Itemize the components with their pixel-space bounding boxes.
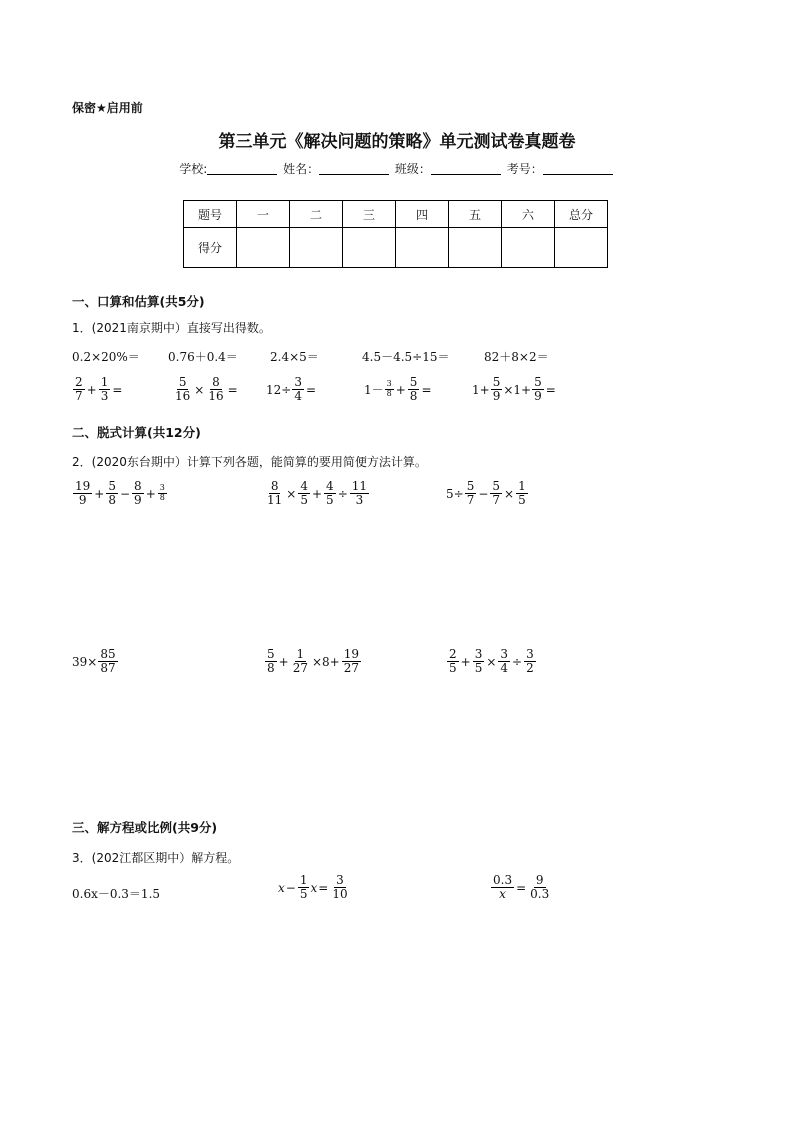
q2-expr-3: 5÷ $\frac{5}{7}$ − $\frac{5}{7}$ × $\frac{1}{5}$ <box>446 479 526 508</box>
score-table-cell: 一 <box>237 201 290 228</box>
q3-equation-2: x − $\frac{1}{5}$ x = $\frac{3}{10}$ <box>278 873 348 902</box>
class-label: 班级： <box>394 162 431 176</box>
section-3-title: 三、解方程或比例(共9分) <box>72 820 218 835</box>
q2-expr-1: 19 9 + $\frac{5}{8}$ − $\frac{8}{9}$ + $\frac{3}{8}$ <box>75 479 165 508</box>
fraction: 5 8 <box>267 647 275 676</box>
q2-expr-5: 5 8 + $\frac{1}{27}$ ×8+ $\frac{19}{27}$ <box>267 647 360 676</box>
fraction: $\frac{11}{3}$ <box>351 479 368 508</box>
q1-frac-expr-5: 1+ $\frac{5}{9}$ ×1+ $\frac{5}{9}$ = <box>472 375 556 404</box>
q3-equation-1: 0.6x－0.3＝1.5 <box>72 887 161 901</box>
q3-equation-3: $\frac{0.3}{x}$ = $\frac{9}{0.3}$ <box>493 873 550 902</box>
fraction: $\frac{8}{9}$ <box>134 479 142 508</box>
fraction: $\frac{8}{16}$ <box>208 375 224 404</box>
page-title: 第三单元《解决问题的策略》单元测试卷真题卷 <box>218 132 576 152</box>
fraction: $\frac{5}{8}$ <box>409 375 418 404</box>
exam-no-blank <box>543 162 613 175</box>
q1-expr-5: 82＋8×2＝ <box>484 350 549 364</box>
fraction: $\frac{8}{11}$ <box>267 479 283 508</box>
class-blank <box>431 162 501 175</box>
score-table-cell: 得分 <box>184 228 237 268</box>
fraction: $\frac{85}{87}$ <box>100 647 116 676</box>
score-table-cell: 二 <box>290 201 343 228</box>
student-info-line <box>0 160 794 177</box>
q2-expr-4: 39× $\frac{85}{87}$ <box>72 647 116 676</box>
exam-no-label: 考号： <box>506 162 543 176</box>
question-2-text: 2．(2020东台期中）计算下列各题，能简算的要用简便方法计算。 <box>72 455 427 469</box>
fraction: $\frac{5}{8}$ <box>108 479 116 508</box>
fraction: $\frac{5}{16}$ <box>175 375 191 404</box>
section-2-title: 二、脱式计算(共12分) <box>72 425 201 440</box>
fraction: $\frac{1}{3}$ <box>100 375 109 404</box>
q1-frac-expr-1: 2 7 + $\frac{1}{3}$ = <box>75 375 123 404</box>
question-1-text: 1．(2021南京期中）直接写出得数。 <box>72 321 271 335</box>
fraction: $\frac{1}{5}$ <box>518 479 526 508</box>
fraction: 19 9 <box>75 479 91 508</box>
fraction: $\frac{5}{9}$ <box>534 375 542 404</box>
score-table-score-row <box>184 228 608 268</box>
score-table-cell: 总分 <box>555 201 608 228</box>
question-3-text: 3．(202江都区期中）解方程。 <box>72 851 240 865</box>
fraction: $\frac{0.3}{x}$ <box>493 873 513 902</box>
name-label: 姓名： <box>283 162 320 176</box>
confidential-mark: 保密★启用前 <box>72 101 143 115</box>
q2-expr-2: $\frac{8}{11}$ × $\frac{4}{5}$ + $\frac{4}{5}$ ÷ $\frac{11}{3}$ <box>267 479 368 508</box>
q1-expr-2: 0.76＋0.4＝ <box>168 350 238 364</box>
fraction: $\frac{4}{5}$ <box>300 479 308 508</box>
fraction: $\frac{5}{7}$ <box>466 479 475 508</box>
score-blank-cell <box>237 228 290 268</box>
score-table-cell: 六 <box>502 201 555 228</box>
score-blank-cell <box>555 228 608 268</box>
score-table-header-row <box>184 201 608 228</box>
q1-frac-expr-3: 12÷ $\frac{3}{4}$ = <box>266 375 317 404</box>
score-blank-cell <box>396 228 449 268</box>
school-blank <box>207 162 277 175</box>
fraction: 2 5 <box>449 647 457 676</box>
fraction: $\frac{1}{5}$ <box>299 873 308 902</box>
q1-frac-expr-2: $\frac{5}{16}$ × $\frac{8}{16}$ = <box>175 375 238 404</box>
q1-frac-expr-4: 1－ 3 8 + $\frac{5}{8}$ = <box>364 375 432 404</box>
fraction: $\frac{9}{0.3}$ <box>530 873 550 902</box>
fraction: 3 8 <box>386 379 392 399</box>
score-blank-cell <box>502 228 555 268</box>
section-1-title: 一、口算和估算(共5分) <box>72 294 205 309</box>
score-table-cell: 四 <box>396 201 449 228</box>
score-table-cell: 三 <box>343 201 396 228</box>
school-label: 学校: <box>179 162 208 176</box>
score-blank-cell <box>290 228 343 268</box>
score-table <box>183 200 608 268</box>
fraction: $\frac{3}{10}$ <box>332 873 348 902</box>
score-table-cell: 五 <box>449 201 502 228</box>
fraction: $\frac{5}{9}$ <box>492 375 501 404</box>
fraction: $\frac{5}{7}$ <box>492 479 501 508</box>
fraction: $\frac{4}{5}$ <box>326 479 334 508</box>
q1-expr-1: 0.2×20%＝ <box>72 350 140 364</box>
name-blank <box>319 162 389 175</box>
score-blank-cell <box>449 228 502 268</box>
score-blank-cell <box>343 228 396 268</box>
q1-expr-3: 2.4×5＝ <box>270 350 319 364</box>
score-table-cell: 题号 <box>184 201 237 228</box>
fraction: $\frac{3}{4}$ <box>500 647 509 676</box>
fraction: $\frac{1}{27}$ <box>292 647 308 676</box>
fraction: 2 7 <box>75 375 83 404</box>
fraction: $\frac{3}{4}$ <box>294 375 302 404</box>
q2-expr-6: 2 5 + $\frac{3}{5}$ × $\frac{3}{4}$ ÷ $\frac{3}{2}$ <box>449 647 534 676</box>
fraction: $\frac{3}{5}$ <box>474 647 483 676</box>
fraction: $\frac{19}{27}$ <box>343 647 360 676</box>
fraction: $\frac{3}{2}$ <box>526 647 534 676</box>
q1-expr-4: 4.5－4.5÷15＝ <box>362 350 450 364</box>
fraction: $\frac{3}{8}$ <box>159 483 165 503</box>
